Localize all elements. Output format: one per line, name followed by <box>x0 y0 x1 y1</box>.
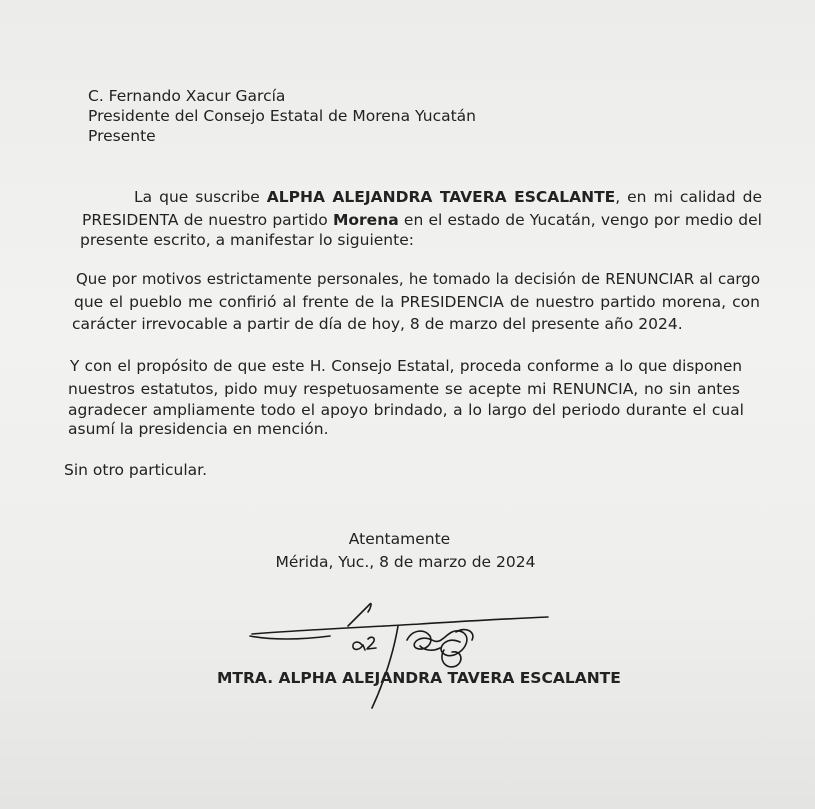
p1-l2-bold: Morena <box>332 211 399 229</box>
addressee-name: C. Fernando Xacur García <box>88 87 286 105</box>
paragraph-3-line-1: Y con el propósito de que este H. Consejo Estatal, proceda conforme a lo que disponen <box>70 357 742 375</box>
paragraph-2-line-2: que el pueblo me confirió al frente de la PRESIDENCIA de nuestro partido morena, con <box>74 293 760 311</box>
addressee-salutation: Presente <box>88 127 156 145</box>
signer-name: MTRA. ALPHA ALEJANDRA TAVERA ESCALANTE <box>217 669 621 687</box>
paragraph-3-line-3: agradecer ampliamente todo el apoyo brindado, a lo largo del periodo durante el cual <box>68 401 744 419</box>
paragraph-3-line-2: nuestros estatutos, pido muy respetuosamente se acepte mi RENUNCIA, no sin antes <box>68 380 740 398</box>
valediction: Atentamente <box>348 530 451 548</box>
p1-l2-post: en el estado de Yucatán, vengo por medio del <box>398 211 762 229</box>
place-date: Mérida, Yuc., 8 de marzo de 2024 <box>275 553 536 571</box>
addressee-title: Presidente del Consejo Estatal de Morena Yucatán <box>88 107 476 125</box>
p1-l2-pre: PRESIDENTA de nuestro partido <box>82 211 333 229</box>
paragraph-3-line-4: asumí la presidencia en mención. <box>68 420 329 438</box>
closing-line: Sin otro particular. <box>64 461 208 479</box>
p1-l1-post: , en mi calidad de <box>615 188 762 206</box>
p1-l1-pre: La que suscribe <box>134 188 267 206</box>
paragraph-2-line-3: carácter irrevocable a partir de día de hoy, 8 de marzo del presente año 2024. <box>72 315 683 333</box>
p1-l1-bold: ALPHA ALEJANDRA TAVERA ESCALANTE <box>266 188 616 206</box>
paragraph-2-line-1: Que por motivos estrictamente personales, he tomado la decisión de RENUNCIAR al cargo <box>76 270 760 288</box>
paragraph-1-line-3: presente escrito, a manifestar lo siguiente: <box>80 231 414 249</box>
